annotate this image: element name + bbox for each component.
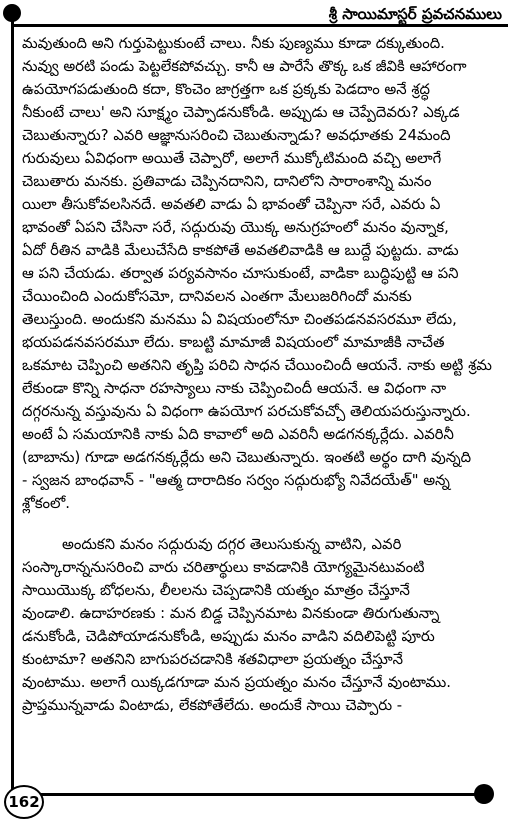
text-line: భయపడనవసరమూ లేదు. కాబట్టి మామాజీ విషయంలో మామాజీకి నాచేత	[22, 334, 445, 351]
left-border-rule	[11, 8, 14, 796]
text-line: డనుకోండి, చెడిపోయాడనుకోండి, అప్పుడు మనం వాడిని వదిలిపెట్టి పూరు	[22, 628, 435, 645]
text-line: సాయియొక్క బోధలను, లీలలను చెప్పడానికి యత్నం మాత్రం చేస్తూనే	[22, 582, 410, 599]
text-line: కుంటామా? అతనిని బాగుపరచడానికి శతవిధాలా ప్రయత్నం చేస్తూనే	[22, 651, 403, 668]
text-line: నీకుంటే చాలు' అని సూక్ష్మం చెప్పాడనుకోండి. అప్పుడు ఆ చెప్పేదెవరు? ఎక్కడ	[22, 104, 460, 121]
text-line: ప్రాప్తమున్నవాడు వింటాడు, లేకపోతేలేదు. అందుకే సాయి చెప్పారు -	[22, 697, 403, 714]
text-line: వుంటాము. అలాగే యిక్కడగూడా మన ప్రయత్నం మనం చేస్తూనే వుంటాము.	[22, 674, 451, 691]
text-line: దగ్గరనున్న వస్తువును ఏ విధంగా ఉపయోగ పరచుకోవచ్చో తెలియపరుస్తున్నారు.	[22, 403, 471, 420]
text-line: (బాబాను) గూడా అడగనక్కర్లేదు అని చెబుతున్నారు. ఇంతటి అర్థం దాగి వున్నది	[22, 449, 472, 466]
text-line: వుండాలి. ఉదాహరణకు : మన బిడ్డ చెప్పినమాట వినకుండా తిరుగుతున్నా	[22, 605, 440, 622]
top-left-corner-dot	[3, 4, 21, 22]
text-line: ఏదో రీతిన వాడికి మేలుచేసేది కాకపోతే అవతలివాడికి ఆ బుద్దే పుట్టదు. వాడు	[22, 242, 459, 259]
text-line: శ్లోకంలో.	[22, 495, 70, 512]
text-line: ఒకమాట చెప్పించి అతనిని తృప్తి పరిచి సాధన చేయించిందీ ఆయనే. నాకు అట్టి శ్రమ	[22, 357, 492, 374]
body-text	[22, 32, 498, 717]
text-line: అంటే ఏ సమయానికి నాకు ఏది కావాలో అది ఎవరినీ అడగనక్కర్లేదు. ఎవరినీ	[22, 426, 454, 443]
text-line: చెబుతారు మనకు. ప్రతివాడు చెప్పినదానిని, దానిలోని సారాంశాన్ని మనం	[22, 173, 432, 190]
page-number: 162	[8, 793, 40, 811]
text-line: ఉపయోగపడుతుంది కదా, కొంచెం జాగ్రత్తగా ఒక ప్రక్కకు పెడదాం అనే శ్రద్ధ	[22, 81, 430, 98]
text-line: సంస్కారాన్ననుసరించి వారు చరితార్థులు కావడానికి యోగ్యమైనటువంటి	[22, 559, 425, 576]
text-line: - స్వజన బాంధవాన్ - "ఆత్మ దారాదికం సర్వం సద్గురుభ్యో నివేదయేత్" అన్న	[22, 472, 450, 489]
running-header-title: శ్రీ సాయిమాస్టర్ ప్రవచనములు	[328, 5, 502, 23]
text-line: మవుతుంది అని గుర్తుపెట్టుకుంటే చాలు. నీకు పుణ్యము కూడా దక్కుతుంది.	[22, 35, 445, 52]
text-line: గురువులు ఏవిధంగా అయితే చెప్పారో, అలాగే ముక్కోటిమంది వచ్చి అలాగే	[22, 150, 442, 167]
text-line: యిలా తీసుకోవలసినదే. అవతలి వాడు ఏ భావంతో చెప్పినా సరే, ఎవరు ఏ	[22, 196, 441, 213]
text-line: ఆ పని చేయడు. తర్వాత పర్యవసానం చూసుకుంటే, వాడికా బుద్ధిపుట్టి ఆ పని	[22, 265, 459, 282]
bottom-border-rule	[14, 793, 484, 796]
text-line: తెలుస్తుంది. అందుకని మనము ఏ విషయంలోనూ చింతపడనవసరమూ లేదు,	[22, 311, 457, 328]
text-line: చెబుతున్నారు? ఎవరి ఆజ్ఞానుసరించి చెబుతున్నాడు? అవధూతకు 24మంది	[22, 127, 451, 144]
bottom-right-corner-dot	[474, 784, 494, 804]
text-line: అందుకని మనం సద్గురువు దగ్గర తెలుసుకున్న వాటిని, ఎవరి	[62, 536, 402, 553]
text-line: లేకుండా కొన్ని సాధనా రహస్యాలు నాకు చెప్పించిందీ ఆయనే. ఆ విధంగా నా	[22, 380, 447, 397]
text-line: భావంతో ఏపని చేసినా సరే, సద్గురువు యొక్క అనుగ్రహంలో మనం వున్నాక,	[22, 219, 449, 236]
paragraph-gap	[22, 515, 498, 533]
text-line: చేయించింది ఎందుకోసమో, దానివలన ఎంతగా మేలుజరిగిందో మనకు	[22, 288, 412, 305]
text-line: నువ్వు అరటి పండు పెట్టలేకపోవచ్చు. కానీ ఆ పారేసే తొక్క ఒక జీవికి ఆహారంగా	[22, 58, 467, 75]
page-number-badge	[4, 785, 44, 819]
